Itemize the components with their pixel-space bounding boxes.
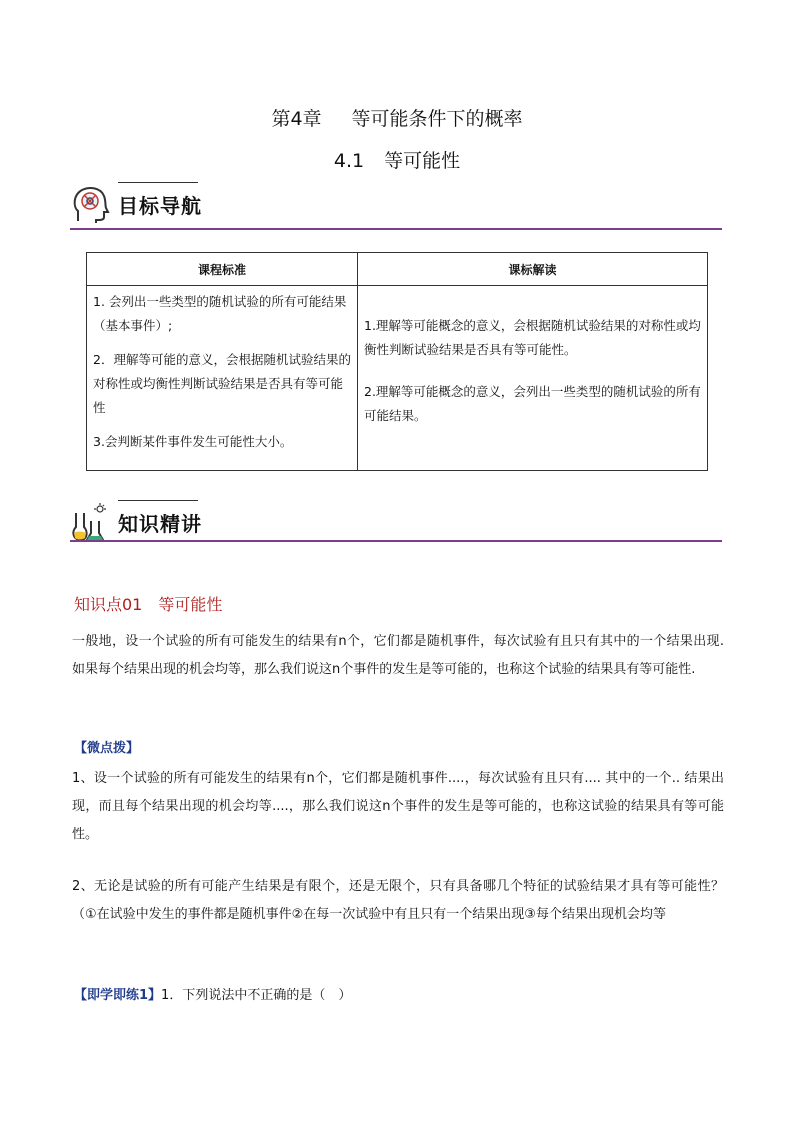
chapter-number: 第4章: [271, 108, 322, 130]
practice-line: [74, 984, 351, 1003]
interpretation-item: 1.理解等可能概念的意义，会根据随机试验结果的对称性或均衡性判断试验结果是否具有等可能性。: [364, 318, 701, 357]
standards-cell: [87, 286, 358, 471]
section-name: 等可能性: [384, 150, 461, 172]
tips-tag: 【微点拨】: [74, 741, 140, 756]
section-title: [0, 146, 794, 173]
goal-section-header: [70, 182, 722, 230]
brain-gear-icon: [70, 185, 112, 225]
knowledge-section-header: [70, 500, 722, 542]
tip-item: 1、设一个试验的所有可能发生的结果有n个，它们都是随机事件....，每次试验有且只有.... 其中的一个.. 结果出现，而且每个结果出现的机会均等....，那么我们说这n个事件的发生是等可能的，也称这试验的结果具有等可能性。: [72, 771, 724, 842]
knowledge-point-number: 知识点01: [74, 595, 143, 614]
chapter-name: 等可能条件下的概率: [351, 108, 523, 130]
tip-item: 2、无论是试验的所有可能产生结果是有限个，还是无限个，只有具备哪几个特征的试验结果才具有等可能性？（①在试验中发生的事件都是随机事件②在每一次试验中有且只有一个结果出现③每个结果出现机会均等: [72, 879, 724, 922]
knowledge-point-title: [74, 592, 222, 615]
standards-table: [86, 252, 708, 471]
knowledge-point-name: 等可能性: [158, 595, 223, 614]
table-header: 课程标准: [87, 253, 358, 286]
chapter-title: [0, 104, 794, 131]
section-label: 目标导航: [118, 194, 202, 218]
practice-tag: 【即学即练1】: [74, 988, 162, 1003]
section-number: 4.1: [333, 150, 365, 172]
definition-paragraph: 一般地，设一个试验的所有可能发生的结果有n个，它们都是随机事件，每次试验有且只有其中的一个结果出现. 如果每个结果出现的机会均等，那么我们说这n个事件的发生是等可能的，也称这个试验的结果具有等可能性.: [72, 634, 724, 677]
standard-item: 3.会判断某件事件发生可能性大小。: [93, 434, 293, 449]
standard-item: 2．理解等可能的意义，会根据随机试验结果的对称性或均衡性判断试验结果是否具有等可能性: [93, 352, 351, 415]
table-header: 课标解读: [358, 253, 708, 286]
practice-question: 1．下列说法中不正确的是（ ）: [161, 988, 352, 1003]
section-label: 知识精讲: [118, 512, 202, 536]
standard-item: 1. 会列出一些类型的随机试验的所有可能结果（基本事件）;: [93, 294, 347, 333]
interpretation-item: 2.理解等可能概念的意义，会列出一些类型的随机试验的所有可能结果。: [364, 384, 701, 423]
interpretation-cell: [358, 286, 708, 471]
flask-bulb-icon: [70, 503, 112, 543]
